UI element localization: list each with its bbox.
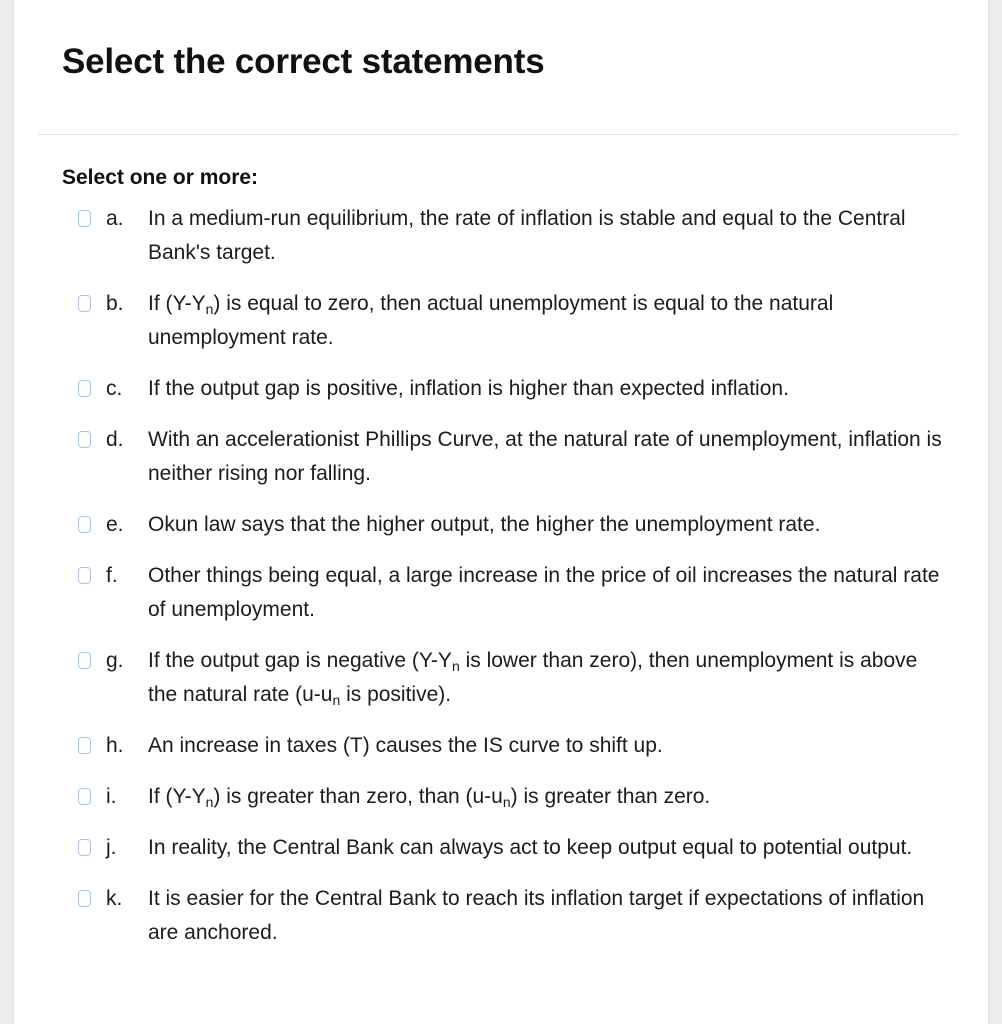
option-b[interactable] <box>78 287 948 355</box>
checkbox-e[interactable] <box>78 516 91 533</box>
option-letter: k. <box>106 887 123 910</box>
checkbox-j[interactable] <box>78 839 91 856</box>
option-text: If $(Y-Y_n)$ is equal to zero, then actual unemployment is equal to the natural unemployment rate. <box>148 292 834 349</box>
option-f[interactable] <box>78 559 948 627</box>
option-e[interactable] <box>78 508 948 542</box>
option-i[interactable] <box>78 780 948 814</box>
checkbox-h[interactable] <box>78 737 91 754</box>
option-text: If the output gap is positive, inflation is higher than expected inflation. <box>148 377 789 400</box>
option-g[interactable] <box>78 644 948 712</box>
checkbox-c[interactable] <box>78 380 91 397</box>
option-letter: i. <box>106 785 117 808</box>
option-letter: b. <box>106 292 124 315</box>
option-letter: j. <box>106 836 117 859</box>
option-text: If the output gap is negative ($Y-Y_n$ is lower than zero), then unemployment is above the natural rate ($u-u_n$ is positive). <box>148 649 918 708</box>
option-letter: e. <box>106 513 124 536</box>
option-text: It is easier for the Central Bank to reach its inflation target if expectations of inflation are anchored. <box>148 887 925 944</box>
checkbox-i[interactable] <box>78 788 91 805</box>
answer-prompt: Select one or more: <box>62 166 259 189</box>
option-text: Other things being equal, a large increase in the price of oil increases the natural rate of unemployment. <box>148 564 940 621</box>
checkbox-g[interactable] <box>78 652 91 669</box>
checkbox-f[interactable] <box>78 567 91 584</box>
option-letter: c. <box>106 377 123 400</box>
question-card <box>14 0 988 1024</box>
option-text: With an accelerationist Phillips Curve, at the natural rate of unemployment, inflation is neither rising nor falling. <box>148 428 942 485</box>
divider <box>38 134 958 135</box>
option-text: Okun law says that the higher output, the higher the unemployment rate. <box>148 513 821 536</box>
option-h[interactable] <box>78 729 948 763</box>
option-letter: f. <box>106 564 118 587</box>
option-text: If $(Y-Y_n)$ is greater than zero, than $(u-u_n)$ is greater than zero. <box>148 785 711 810</box>
option-j[interactable] <box>78 831 948 865</box>
checkbox-k[interactable] <box>78 890 91 907</box>
option-letter: g. <box>106 649 124 672</box>
option-k[interactable] <box>78 882 948 950</box>
option-text: An increase in taxes (T) causes the IS curve to shift up. <box>148 734 663 757</box>
checkbox-a[interactable] <box>78 210 91 227</box>
option-d[interactable] <box>78 423 948 491</box>
option-a[interactable] <box>78 202 948 270</box>
option-text: In a medium-run equilibrium, the rate of inflation is stable and equal to the Central Bank's target. <box>148 207 906 264</box>
option-c[interactable] <box>78 372 948 406</box>
option-text: In reality, the Central Bank can always act to keep output equal to potential output. <box>148 836 913 859</box>
option-letter: d. <box>106 428 124 451</box>
checkbox-d[interactable] <box>78 431 91 448</box>
option-letter: a. <box>106 207 124 230</box>
option-letter: h. <box>106 734 124 757</box>
question-title: Select the correct statements <box>62 42 545 81</box>
options-list <box>78 202 948 967</box>
checkbox-b[interactable] <box>78 295 91 312</box>
